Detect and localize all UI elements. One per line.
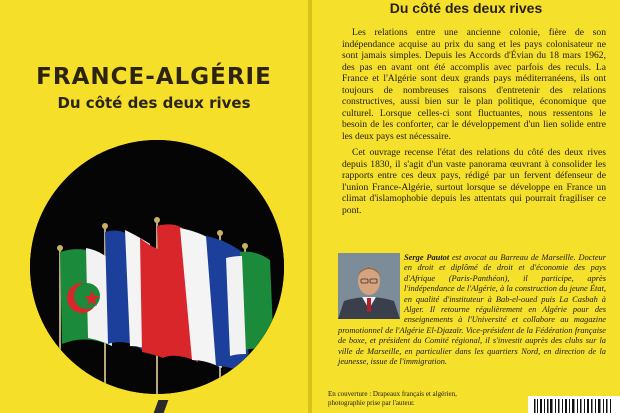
cover-photo-disc	[30, 140, 284, 394]
author-bio-text: est avocat au Barreau de Marseille. Docteur en droit et diplômé de droit et d'économie des pays d'Afrique (Paris-Panthéon), il participe, après l'indépendance de l'Algérie, à la construction du jeune État, en qualité d'instituteur à Bab-el-oued puis La Casbah à Alger. Il retourne régulièrement en Algérie pour des enseignements à l'Université et collabore au magazine promotionnel de l'Algérie El-Djazaïr. Vice-président de la Fédération française de boxe, et président du Comité régional, il s'investit auprès des clubs sur la ville de Marseille, en particulier dans les quartiers Nord, en direction de la jeunesse, issue de l'immigration.	[338, 253, 606, 367]
barcode	[528, 396, 620, 413]
flags-illustration	[30, 140, 284, 394]
barcode-icon	[528, 396, 620, 413]
credits-line-2: photographie prise par l'auteur.	[328, 398, 415, 407]
author-name: Serge Pautot	[404, 253, 450, 262]
cover-credits	[328, 390, 478, 407]
back-cover	[312, 0, 620, 413]
summary-paragraph-1: Les relations entre une ancienne colonie, fière de son indépendance acquise au prix du sang et les pays colonisateur ne sont jamais simples. Depuis les Accords d'Évian du 18 mars 1962, des pas en avant ont été accomplis avec parfois des reculs. La France et l'Algérie sont deux grands pays méditerranéens, ils ont toujours de nombreuses raisons d'entretenir des relations constructives, aussi bien sur le plan politique, économique que culturel. Lorsque celles-ci sont fluctuantes, nous ressentons le besoin de les conforter, car le développement d'un lien solide entre les deux pays est nécessaire.	[342, 27, 606, 142]
book-subtitle: Du côté des deux rives	[57, 94, 251, 112]
author-portrait-icon	[338, 253, 400, 319]
book-title: FRANCE-ALGÉRIE	[36, 64, 272, 90]
credits-line-1: En couverture : Drapeaux français et algérien,	[328, 390, 457, 398]
front-cover	[0, 0, 308, 413]
back-cover-summary	[342, 27, 606, 216]
back-cover-title: Du côté des deux rives	[389, 0, 543, 16]
author-photo	[338, 253, 400, 319]
publisher-logo	[154, 400, 169, 413]
summary-paragraph-2: Cet ouvrage recense l'état des relations du côté des deux rives depuis 1830, il s'agit d'un vaste panorama œuvrant à consolider les rapports entre ces deux pays, rédigé par un fervent défenseur de l'union France-Algérie, surtout lorsque se développe en France un climat d'islamophobie depuis les attentats qui pourrait fragiliser ce pont.	[342, 147, 606, 216]
